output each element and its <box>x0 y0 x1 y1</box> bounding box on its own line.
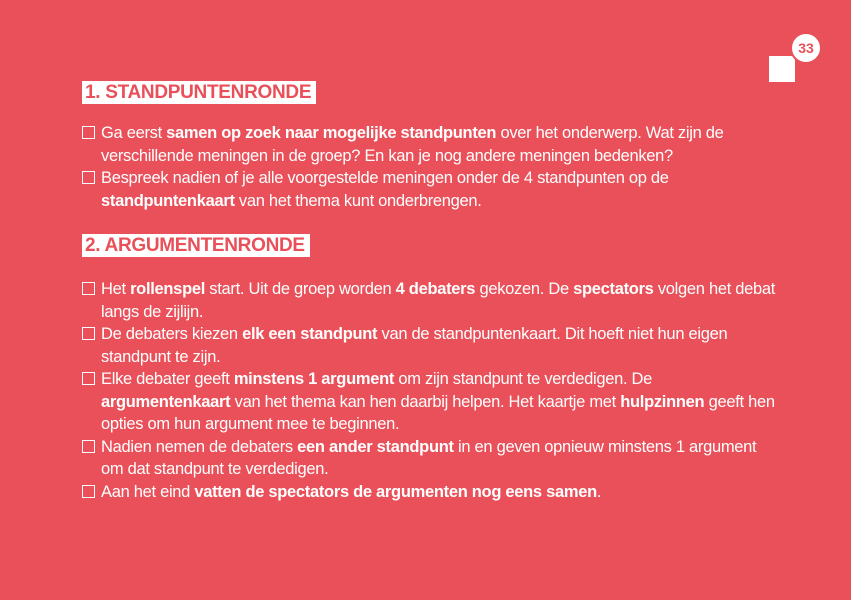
checkbox-icon[interactable] <box>82 440 95 453</box>
checkbox-icon[interactable] <box>82 327 95 340</box>
section-title-standpuntenronde: 1. STANDPUNTENRONDE <box>82 81 316 104</box>
checkbox-icon[interactable] <box>82 126 95 139</box>
bold-text: elk een standpunt <box>242 325 378 343</box>
badge-square-shape <box>769 56 795 82</box>
checklist-item <box>82 323 782 368</box>
text: . <box>596 482 602 501</box>
checklist-item <box>82 122 782 167</box>
bold-text: hulpzinnen <box>620 392 705 411</box>
checklist-item <box>82 481 782 504</box>
text: over het onderwerp. Wat zijn de verschillende meningen in de groep? En kan je nog andere meningen bedenken? <box>101 124 724 165</box>
text: Bespreek nadien of je alle voorgestelde meningen onder de 4 standpunten op de <box>101 169 669 187</box>
text: om zijn standpunt te verdedigen. De <box>394 370 653 388</box>
text: Elke debater geeft <box>101 370 234 388</box>
text: Het <box>101 280 131 298</box>
bold-text: spectators <box>573 280 654 298</box>
text: De debaters kiezen <box>101 325 243 343</box>
bold-text: 4 debaters <box>395 280 476 298</box>
checkbox-icon[interactable] <box>82 171 95 184</box>
text: van het thema kan hen daarbij helpen. Het kaartje met <box>230 392 621 411</box>
checklist-item <box>82 368 782 436</box>
checklist-standpuntenronde <box>82 122 782 212</box>
checkbox-icon[interactable] <box>82 485 95 498</box>
text: geeft hen opties om hun argument mee te beginnen. <box>101 392 775 433</box>
bold-text: argumentenkaart <box>101 392 231 411</box>
page-number-badge <box>769 32 823 82</box>
text: Ga eerst <box>101 124 167 142</box>
text: in en geven opnieuw minstens 1 argument om dat standpunt te verdedigen. <box>101 437 757 478</box>
text: Aan het eind <box>101 482 195 501</box>
checklist-item <box>82 167 782 212</box>
checklist-argumentenronde <box>82 278 782 503</box>
checkbox-icon[interactable] <box>82 372 95 385</box>
text: van het thema kunt onderbrengen. <box>234 191 482 210</box>
bold-text: een ander standpunt <box>297 437 454 456</box>
checklist-item <box>82 436 782 481</box>
bold-text: vatten de spectators de argumenten nog eens samen <box>194 482 597 501</box>
checklist-item <box>82 278 782 323</box>
text: gekozen. De <box>475 280 574 298</box>
text: start. Uit de groep worden <box>205 280 396 298</box>
bold-text: standpuntenkaart <box>101 191 235 210</box>
checkbox-icon[interactable] <box>82 282 95 295</box>
text: van de standpuntenkaart. Dit hoeft niet hun eigen standpunt te zijn. <box>101 325 728 366</box>
bold-text: samen op zoek naar mogelijke standpunten <box>166 124 497 142</box>
page-number: 33 <box>790 32 822 64</box>
text: volgen het debat langs de zijlijn. <box>101 280 776 321</box>
section-title-argumentenronde: 2. ARGUMENTENRONDE <box>82 234 310 257</box>
text: Nadien nemen de debaters <box>101 437 298 456</box>
bold-text: minstens 1 argument <box>233 370 395 388</box>
bold-text: rollenspel <box>130 280 206 298</box>
